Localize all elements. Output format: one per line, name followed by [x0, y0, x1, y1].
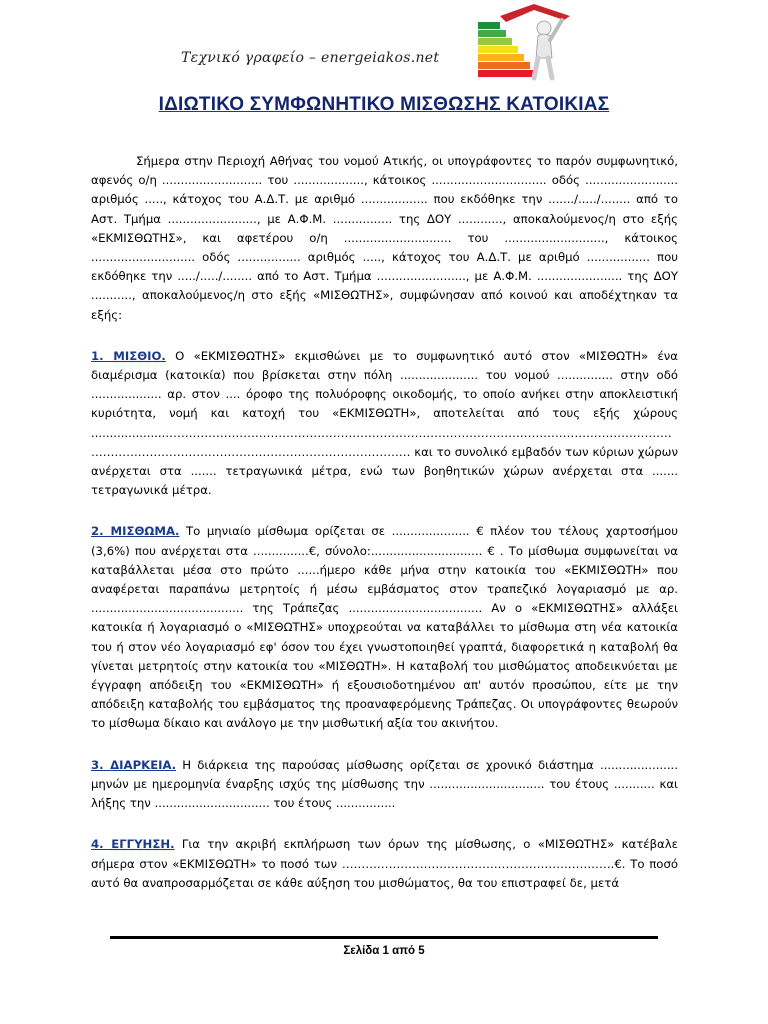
section-1	[91, 347, 678, 501]
brand-text: Τεχνικό γραφείο – energeiakos.net	[181, 50, 440, 66]
section-2-number: 2.	[91, 524, 104, 539]
section-4	[91, 835, 678, 893]
section-1-heading: ΜΙΣΘΙΟ.	[113, 348, 166, 363]
intro-paragraph: Σήμερα στην Περιοχή Αθήνας του νομού Ατικής, οι υπογράφοντες το παρόν συμφωνητικό, αφενός ο/η ........................... του ..................., κάτοικος ............................... οδός ......................... αριθμός ....., κάτοχος του Α.Δ.Τ. με αριθμό .................. που εκδόθηκε την ......./...../........ από το Αστ. Τμήμα ........................, με Α.Φ.Μ. ................ της ΔΟΥ ............, αποκαλούμενος/η στο εξής «ΕΚΜΙΣΘΩΤΗΣ», και αφετέρου ο/η ............................. του ..........................., κάτοικος ............................ οδός ................. αριθμός ....., κάτοχος του Α.Δ.Τ. με αριθμό ................. που εκδόθηκε την ...../...../........ από το Αστ. Τμήμα ........................, με Α.Φ.Μ. ....................... της ΔΟΥ ..........., αποκαλούμενος/η στο εξής «ΜΙΣΘΩΤΗΣ», συμφώνησαν από κοινού και αποδέχτηκαν τα εξής:	[91, 154, 678, 322]
section-1-text: Ο «ΕΚΜΙΣΘΩΤΗΣ» εκμισθώνει με το συμφωνητικό αυτό στον «ΜΙΣΘΩΤΗ» ένα διαμέρισμα (κατοικία) που βρίσκεται στην πόλη ..................... του νομού ............... στην οδό ................... αρ. στον .... όροφο της πολυόροφης οικοδομής, το οποίο ανήκει στην αποκλειστική κυριότητα, νομή και κατοχή του «ΕΚΜΙΣΘΩΤΗ», αποτελείται από τους εξής χώρους ....................…………………………………………………………………………………………………………………. ………………………………………………………………………. και το συνολικό εμβαδόν των κύριων χώρων ανέρχεται στα ....... τετραγωνικά μέτρα, ενώ των βοηθητικών χώρων ανέρχεται στα ....... τετραγωνικά μέτρα.	[91, 348, 678, 498]
section-1-number: 1.	[91, 348, 104, 363]
section-2-text: Το μηνιαίο μίσθωμα ορίζεται σε ..................... € πλέον του τέλους χαρτοσήμου (3,6%) που ανέρχεται στα ...............€, σύνολο:.............................. € . Το μίσθωμα συμφωνείται να καταβάλλεται μέσα στο πρώτο ......ήμερο κάθε μήνα στην κατοικία του «ΕΚΜΙΣΘΩΤΗ» που αναφέρεται παραπάνω μετρητοίς ή μέσω εμβάσματος στον τραπεζικό λογαριασμό με αρ. ......................................... της Τράπεζας .................................... Αν ο «ΕΚΜΙΣΘΩΤΗΣ» αλλάξει κατοικία ή λογαριασμό ο «ΜΙΣΘΩΤΗΣ» υποχρεούται να καταβάλλει το μίσθωμα στη νέα κατοικία του ή στον νέο λογαριασμό εφ' όσον του έχει γνωστοποιηθεί γραπτά, διαφορετικά η καταβολή θα γίνεται μετρητοίς στην κατοικία του «ΜΙΣΘΩΤΗ». Η καταβολή του μισθώματος αποδεικνύεται με έγγραφη απόδειξη του «ΕΚΜΙΣΘΩΤΗ» ή εξουσιοδοτημένου απ' αυτόν προσώπου, είτε με την απόδειξη καταβολής του εμβάσματος της προαναφερόμενης Τράπεζας. Οι υπογράφοντες θεωρούν το μίσθωμα δίκαιο και ανάλογο με την μισθωτική αξία του ακινήτου.	[91, 524, 678, 731]
section-3-text: Η διάρκεια της παρούσας μίσθωσης ορίζεται σε χρονικό διάστημα ..................... μηνών με ημερομηνία έναρξης ισχύς της μίσθωσης την ............................... του έτους ........... και λήξης την ............................... του έτους ................	[91, 757, 678, 811]
document-title: ΙΔΙΩΤΙΚΟ ΣΥΜΦΩΝΗΤΙΚΟ ΜΙΣΘΩΣΗΣ ΚΑΤΟΙΚΙΑΣ	[158, 94, 610, 115]
footer-divider	[110, 936, 658, 939]
section-4-number: 4.	[91, 837, 104, 852]
section-3-heading: ΔΙΑΡΚΕΙΑ.	[110, 757, 177, 772]
document-body	[91, 152, 678, 893]
page-number: Σελίδα 1 από 5	[343, 945, 425, 957]
section-2	[91, 522, 678, 733]
section-3	[91, 756, 678, 814]
section-2-heading: ΜΙΣΘΩΜΑ.	[110, 524, 180, 539]
section-4-text: Για την ακριβή εκπλήρωση των όρων της μίσθωσης, ο «ΜΙΣΘΩΤΗΣ» κατέβαλε σήμερα στον «ΕΚΜΙΣΘΩΤΗ» το ποσό των …………………………………………………………….€. Το ποσό αυτό θα αναπροσαρμόζεται σε κάθε αύξηση του μισθώματος, θα του επιστραφεί δε, μετά	[91, 837, 678, 890]
section-3-number: 3.	[91, 757, 104, 772]
energy-label-logo	[472, 2, 572, 84]
section-4-heading: ΕΓΓΥΗΣΗ.	[111, 837, 175, 852]
